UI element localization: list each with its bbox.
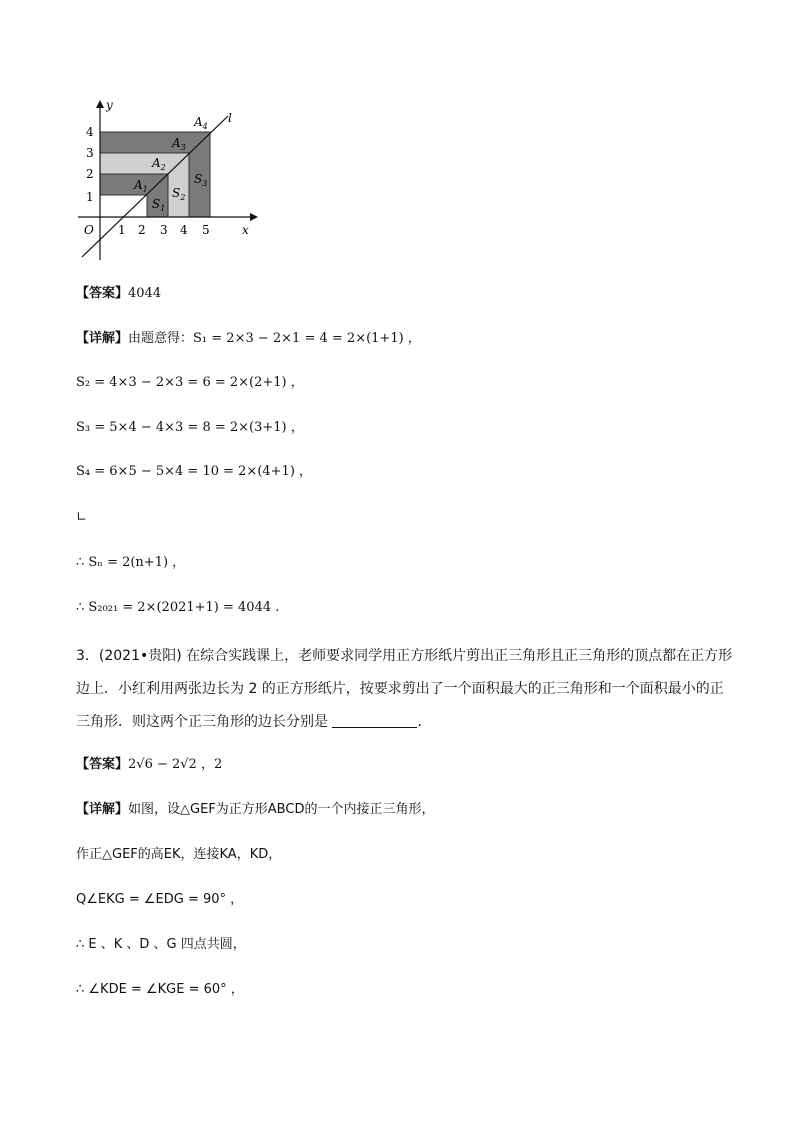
detail-tag: 【详解】 bbox=[76, 331, 129, 346]
y-tick-1: 1 bbox=[86, 190, 94, 204]
y-axis-arrow bbox=[96, 100, 104, 108]
q3-answer-line bbox=[76, 755, 222, 775]
x-tick-3: 3 bbox=[160, 223, 168, 237]
equation-1: S₁ = 2×3 − 2×1 = 4 = 2×(1+1) ， bbox=[193, 331, 421, 346]
x-tick-1: 1 bbox=[118, 223, 126, 237]
line-l-label: l bbox=[228, 111, 232, 125]
y-tick-2: 2 bbox=[86, 167, 94, 181]
answer-tag: 【答案】 bbox=[76, 286, 129, 301]
x-tick-2: 2 bbox=[138, 223, 146, 237]
x-axis-arrow bbox=[250, 213, 258, 221]
detail-intro: 由题意得： bbox=[128, 331, 194, 346]
x-tick-5: 5 bbox=[202, 223, 210, 237]
axis-x-label: x bbox=[242, 223, 249, 237]
q3-question-end: ． bbox=[417, 714, 432, 730]
equation-2: S₂ = 4×3 − 2×3 = 6 = 2×(2+1) ， bbox=[76, 375, 304, 390]
point-a4-label: $A_4$ bbox=[194, 115, 208, 131]
q2-answer-line bbox=[76, 284, 161, 304]
detail-tag: 【详解】 bbox=[76, 802, 129, 817]
answer-blank bbox=[332, 713, 417, 728]
q3-detail-line-2: 作正△GEF的高EK，连接KA，KD， bbox=[76, 847, 282, 862]
equation-4: S₄ = 6×5 − 5×4 = 10 = 2×(4+1) ， bbox=[76, 464, 313, 479]
x-tick-4: 4 bbox=[180, 223, 188, 237]
point-a1-label: $A_1$ bbox=[134, 178, 148, 194]
q3-question-text: 3．(2021•贵阳) 在综合实践课上，老师要求同学用正方形纸片剪出正三角形且正三角形的顶点都在正方形边上．小红利用两张边长为 2 的正方形纸片，按要求剪出了一个面积最大的正三角形和一个面积最小的正三角形．则这两个正三角形的边长分别是 bbox=[76, 648, 733, 730]
y-tick-3: 3 bbox=[86, 146, 94, 160]
origin-label: O bbox=[84, 223, 94, 237]
q3-question bbox=[76, 640, 736, 739]
axis-y-label: y bbox=[106, 98, 113, 112]
region-s3-label: $S_3$ bbox=[194, 172, 208, 188]
q3-detail-line-4: ∴ E 、K 、D 、G 四点共圆， bbox=[76, 937, 246, 952]
answer-value: 4044 bbox=[128, 286, 162, 301]
q3-detail-line-3: Q∠EKG = ∠EDG = 90° ， bbox=[76, 892, 244, 907]
equation-6: ∴ S₂₀₂₁ = 2×(2021+1) = 4044 . bbox=[76, 600, 280, 615]
detail-text-1: 如图，设△GEF为正方形ABCD的一个内接正三角形， bbox=[128, 802, 435, 817]
y-tick-4: 4 bbox=[86, 125, 94, 139]
q3-detail-line-5: ∴ ∠KDE = ∠KGE = 60° ， bbox=[76, 982, 244, 997]
equation-3: S₃ = 5×4 − 4×3 = 8 = 2×(3+1) ， bbox=[76, 420, 304, 435]
q2-detail-line bbox=[76, 329, 421, 349]
ellipsis-mark: ∟ bbox=[76, 510, 87, 525]
equation-5: ∴ Sₙ = 2(n+1) ， bbox=[76, 555, 186, 570]
q3-detail-line-1 bbox=[76, 800, 434, 820]
answer-tag: 【答案】 bbox=[76, 757, 129, 772]
region-s1-label: $S_1$ bbox=[152, 197, 166, 213]
point-a2-label: $A_2$ bbox=[152, 156, 166, 172]
coordinate-figure bbox=[70, 95, 270, 265]
point-a3-label: $A_3$ bbox=[172, 136, 186, 152]
region-s2-label: $S_2$ bbox=[172, 186, 186, 202]
answer-value: 2√6 − 2√2 ，2 bbox=[128, 757, 223, 772]
